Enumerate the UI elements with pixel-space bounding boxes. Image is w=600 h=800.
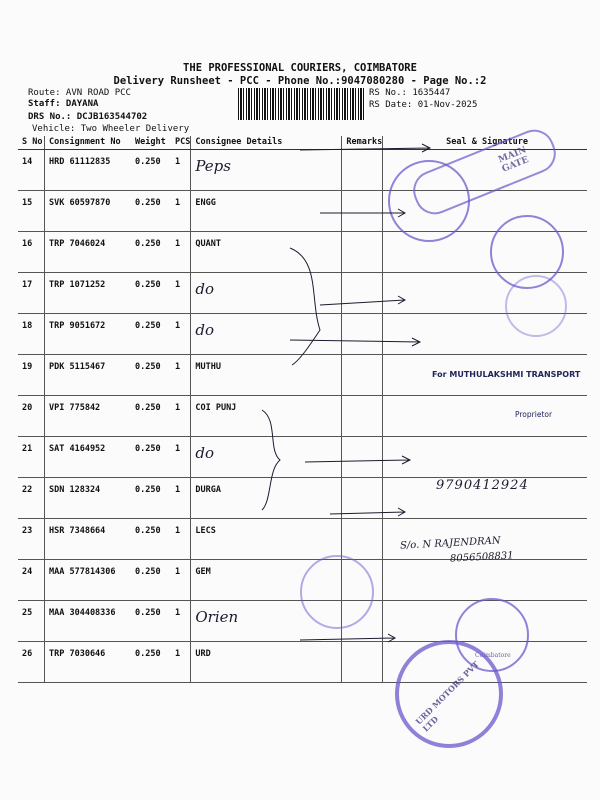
- row-pcs: 1: [171, 519, 191, 560]
- row-pcs: 1: [171, 478, 191, 519]
- col-weight: Weight: [131, 136, 171, 150]
- handwritten-consignee: do: [195, 321, 214, 339]
- col-consignment: Consignment No: [45, 136, 132, 150]
- row-sno: 18: [18, 314, 45, 355]
- col-remarks: Remarks: [342, 136, 383, 150]
- row-consignee: MUTHU: [191, 355, 342, 396]
- row-consignment: TRP 9051672: [45, 314, 132, 355]
- staff-label: Staff: DAYANA: [28, 99, 99, 109]
- coimbatore-text: Coimbatore: [475, 652, 511, 659]
- row-consignment: TRP 7030646: [45, 642, 132, 683]
- row-weight: 0.250: [131, 191, 171, 232]
- row-pcs: 1: [171, 642, 191, 683]
- row-sno: 24: [18, 560, 45, 601]
- signature-phone: 9790412924: [436, 478, 529, 493]
- handwritten-consignee: Orien: [195, 608, 239, 626]
- row-sno: 22: [18, 478, 45, 519]
- row-pcs: 1: [171, 191, 191, 232]
- col-pcs: PCS: [171, 136, 191, 150]
- row-weight: 0.250: [131, 314, 171, 355]
- arrow-row-21: [305, 456, 410, 464]
- row-sno: 15: [18, 191, 45, 232]
- col-signature: Seal & Signature: [383, 136, 587, 150]
- rs-number: RS No.: 1635447: [369, 88, 451, 98]
- row-sno: 19: [18, 355, 45, 396]
- row-pcs: 1: [171, 314, 191, 355]
- row-consignment: TRP 7046024: [45, 232, 132, 273]
- row-sno: 26: [18, 642, 45, 683]
- signature-name: S/o. N RAJENDRAN: [399, 535, 501, 552]
- row-weight: 0.250: [131, 355, 171, 396]
- row-consignee: GEM: [191, 560, 342, 601]
- row-sno: 14: [18, 150, 45, 191]
- row-sno: 21: [18, 437, 45, 478]
- company-title: THE PROFESSIONAL COURIERS, COIMBATORE: [183, 62, 417, 74]
- arrow-row-17: [320, 296, 405, 305]
- row-consignee: DURGA: [191, 478, 342, 519]
- arrow-row-14: [300, 144, 430, 152]
- row-consignment: HRD 61112835: [45, 150, 132, 191]
- arrow-row-15: [320, 209, 405, 217]
- main-gate-text: MAIN GATE: [496, 145, 531, 175]
- rs-date: RS Date: 01-Nov-2025: [369, 100, 478, 110]
- row-weight: 0.250: [131, 232, 171, 273]
- row-sno: 25: [18, 601, 45, 642]
- row-weight: 0.250: [131, 601, 171, 642]
- row-pcs: 1: [171, 273, 191, 314]
- row-consignment: SVK 60597870: [45, 191, 132, 232]
- row-consignee: URD: [191, 642, 342, 683]
- row-consignee: COI PUNJ: [191, 396, 342, 437]
- transport-stamp-text: For MUTHULAKSHMI TRANSPORT: [432, 370, 581, 379]
- row-pcs: 1: [171, 355, 191, 396]
- row-weight: 0.250: [131, 519, 171, 560]
- row-weight: 0.250: [131, 150, 171, 191]
- row-consignment: TRP 1071252: [45, 273, 132, 314]
- row-weight: 0.250: [131, 396, 171, 437]
- handwritten-consignee: do: [195, 280, 214, 298]
- row-sno: 23: [18, 519, 45, 560]
- row-pcs: 1: [171, 601, 191, 642]
- runsheet-subtitle: Delivery Runsheet - PCC - Phone No.:9047080280 - Page No.:2: [113, 75, 487, 87]
- brace-rows-20-22: [262, 410, 280, 510]
- row-weight: 0.250: [131, 478, 171, 519]
- row-pcs: 1: [171, 396, 191, 437]
- vehicle-label: Vehicle: Two Wheeler Delivery: [32, 124, 190, 134]
- row-pcs: 1: [171, 232, 191, 273]
- row-sno: 20: [18, 396, 45, 437]
- row-pcs: 1: [171, 150, 191, 191]
- proprietor-label: Proprietor: [515, 410, 553, 419]
- route-label: Route: AVN ROAD PCC: [28, 88, 131, 98]
- row-consignee: ENGG: [191, 191, 342, 232]
- row-weight: 0.250: [131, 437, 171, 478]
- row-consignee: QUANT: [191, 232, 342, 273]
- arrow-row-25: [300, 634, 395, 642]
- row-consignment: HSR 7348664: [45, 519, 132, 560]
- row-pcs: 1: [171, 437, 191, 478]
- row-consignment: SAT 4164952: [45, 437, 132, 478]
- row-consignment: SDN 128324: [45, 478, 132, 519]
- row-consignment: VPI 775842: [45, 396, 132, 437]
- col-consignee: Consignee Details: [191, 136, 342, 150]
- row-sno: 16: [18, 232, 45, 273]
- handwritten-consignee: Peps: [195, 157, 231, 175]
- brace-rows-16-18: [290, 248, 320, 365]
- row-consignment: PDK 5115467: [45, 355, 132, 396]
- row-pcs: 1: [171, 560, 191, 601]
- row-weight: 0.250: [131, 273, 171, 314]
- signature-phone2: 8056508831: [449, 550, 514, 565]
- urd-stamp-text: URD MOTORS PVT LTD: [413, 659, 481, 734]
- row-weight: 0.250: [131, 642, 171, 683]
- handwritten-consignee: do: [195, 444, 214, 462]
- arrow-row-22: [330, 508, 405, 516]
- row-consignment: MAA 304408336: [45, 601, 132, 642]
- drs-label: DRS No.: DCJB163544702: [28, 112, 148, 122]
- row-sno: 17: [18, 273, 45, 314]
- row-consignee: LECS: [191, 519, 342, 560]
- row-weight: 0.250: [131, 560, 171, 601]
- row-consignment: MAA 577814306: [45, 560, 132, 601]
- col-sno: S No: [18, 136, 45, 150]
